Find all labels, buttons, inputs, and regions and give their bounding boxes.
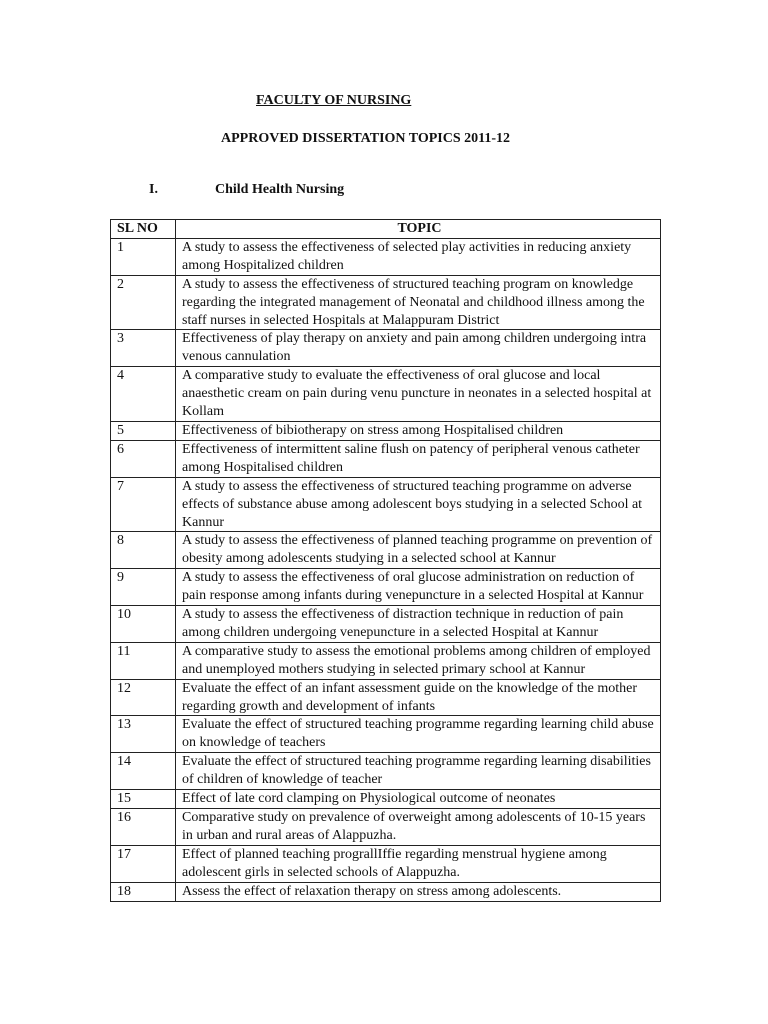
sl-no-cell: 5	[111, 421, 176, 440]
table-row	[111, 790, 661, 809]
topic-cell: A study to assess the effectiveness of structured teaching programme on adverse effects of substance abuse among adolescent boys studying in a selected School at Kannur	[176, 477, 661, 532]
sl-no-cell: 6	[111, 440, 176, 477]
topic-cell: Effect of planned teaching prograllIffie regarding menstrual hygiene among adolescent girls in selected schools of Alappuzha.	[176, 845, 661, 882]
topic-cell: Evaluate the effect of an infant assessment guide on the knowledge of the mother regarding growth and development of infants	[176, 679, 661, 716]
table-row	[111, 882, 661, 901]
section-name: Child Health Nursing	[215, 182, 345, 197]
table-row	[111, 440, 661, 477]
table-row	[111, 238, 661, 275]
topic-cell: Evaluate the effect of structured teaching programme regarding learning child abuse on knowledge of teachers	[176, 716, 661, 753]
sl-no-cell: 17	[111, 845, 176, 882]
topic-cell: Assess the effect of relaxation therapy on stress among adolescents.	[176, 882, 661, 901]
topic-cell: Effectiveness of play therapy on anxiety and pain among children undergoing intra venous cannulation	[176, 330, 661, 367]
table-row	[111, 477, 661, 532]
sl-no-cell: 4	[111, 367, 176, 422]
topic-cell: A comparative study to assess the emotional problems among children of employed and unemployed mothers studying in selected primary school at Kannur	[176, 642, 661, 679]
section-heading	[149, 182, 344, 198]
table-row	[111, 716, 661, 753]
sl-no-cell: 11	[111, 642, 176, 679]
approved-topics-title: APPROVED DISSERTATION TOPICS 2011-12	[221, 131, 511, 146]
table-row	[111, 679, 661, 716]
sl-no-cell: 18	[111, 882, 176, 901]
topic-cell: A study to assess the effectiveness of selected play activities in reducing anxiety among Hospitalized children	[176, 238, 661, 275]
table-row	[111, 845, 661, 882]
header-sl-no: SL NO	[111, 220, 176, 239]
sl-no-cell: 14	[111, 753, 176, 790]
sl-no-cell: 13	[111, 716, 176, 753]
sl-no-cell: 15	[111, 790, 176, 809]
topics-table	[110, 219, 661, 902]
table-row	[111, 532, 661, 569]
topic-cell: A study to assess the effectiveness of oral glucose administration on reduction of pain response among infants during venepuncture in a selected Hospital at Kannur	[176, 569, 661, 606]
topic-cell: A study to assess the effectiveness of structured teaching program on knowledge regarding the integrated management of Neonatal and childhood illness among the staff nurses in selected Hospitals at Malappuram District	[176, 275, 661, 330]
table-row	[111, 275, 661, 330]
header-topic: TOPIC	[176, 220, 661, 239]
sl-no-cell: 1	[111, 238, 176, 275]
table-header-row	[111, 220, 661, 239]
sl-no-cell: 3	[111, 330, 176, 367]
topic-cell: Comparative study on prevalence of overweight among adolescents of 10-15 years in urban and rural areas of Alappuzha.	[176, 809, 661, 846]
faculty-title: FACULTY OF NURSING	[256, 93, 412, 108]
topic-cell: Effectiveness of intermittent saline flush on patency of peripheral venous catheter among Hospitalised children	[176, 440, 661, 477]
sl-no-cell: 2	[111, 275, 176, 330]
topic-cell: Evaluate the effect of structured teaching programme regarding learning disabilities of children of knowledge of teacher	[176, 753, 661, 790]
sl-no-cell: 9	[111, 569, 176, 606]
sl-no-cell: 7	[111, 477, 176, 532]
sl-no-cell: 12	[111, 679, 176, 716]
table-row	[111, 642, 661, 679]
table-row	[111, 809, 661, 846]
table-row	[111, 367, 661, 422]
sl-no-cell: 10	[111, 606, 176, 643]
sl-no-cell: 8	[111, 532, 176, 569]
topic-cell: Effect of late cord clamping on Physiological outcome of neonates	[176, 790, 661, 809]
topic-cell: A comparative study to evaluate the effectiveness of oral glucose and local anaesthetic cream on pain during venu puncture in neonates in a selected hospital at Kollam	[176, 367, 661, 422]
section-number: I.	[149, 182, 158, 197]
topic-cell: A study to assess the effectiveness of distraction technique in reduction of pain among children undergoing venepuncture in a selected Hospital at Kannur	[176, 606, 661, 643]
table-row	[111, 606, 661, 643]
table-row	[111, 753, 661, 790]
sl-no-cell: 16	[111, 809, 176, 846]
topic-cell: A study to assess the effectiveness of planned teaching programme on prevention of obesity among adolescents studying in a selected school at Kannur	[176, 532, 661, 569]
table-row	[111, 330, 661, 367]
table-row	[111, 569, 661, 606]
table-row	[111, 421, 661, 440]
topic-cell: Effectiveness of bibiotherapy on stress among Hospitalised children	[176, 421, 661, 440]
